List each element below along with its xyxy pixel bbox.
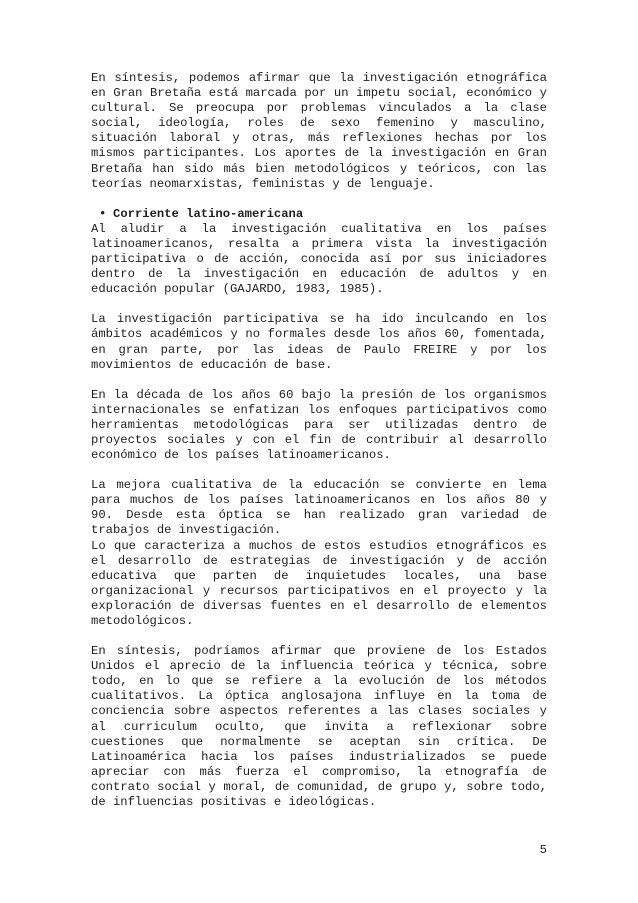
page-number: 5 [539,843,547,857]
paragraph-qualitative-improvement: La mejora cualitativa de la educación se convierte en lema para muchos de los países latinoamericanos en los años 80 y 90. Desde esta óptica se han realizado gran variedad de trabajos de investigación. [91,478,547,538]
paragraph-final-summary: En síntesis, podríamos afirmar que proviene de los Estados Unidos el aprecio de la influencia teórica y técnica, sobre todo, en lo que se refiere a la evolución de los métodos cualitativos. La óptica anglosajona influye en la toma de conciencia sobre aspectos referentes a las clases sociales y al curriculum oculto, que invita a reflexionar sobre cuestiones que normalmente se aceptan sin crítica. De Latinoamérica hacia los países industrializados se puede apreciar con más fuerza el compromiso, la etnografía de contrato social y moral, de comunidad, de grupo y, sobre todo, de influencias positivas e ideológicas. [91,644,547,810]
paragraph-sixties-decade: En la década de los años 60 bajo la presión de los organismos internacionales se enfatizan los enfoques participativos como herramientas metodológicas para ser utilizadas dentro de proyectos sociales y con el fin de contribuir al desarrollo económico de los países latinoamericanos. [91,387,547,463]
section-heading-text: Corriente latino-americana [113,206,304,221]
paragraph-british-summary: En síntesis, podemos afirmar que la investigación etnográfica en Gran Bretaña está marcada por un impetu social, económico y cultural. Se preocupa por problemas vinculados a la clase social, ideología, roles de sexo femenino y masculino, situación laboral y otras, más reflexiones hechas por los mismos participantes. Los aportes de la investigación en Gran Bretaña han sido más bien metodológicos y teóricos, con las teorías neomarxistas, feministas y de lenguaje. [91,71,547,191]
paragraph-academic-scope: La investigación participativa se ha ido inculcando en los ámbitos académicos y no formales desde los años 60, fomentada, en gran parte, por las ideas de Paulo FREIRE y por los movimientos de educación de base. [91,312,547,372]
section-heading-latin-american [91,207,547,222]
paragraph-ethnographic-studies: Lo que caracteriza a muchos de estos estudios etnográficos es el desarrollo de estrategias de investigación y de acción educativa que parten de inquietudes locales, una base organizacional y recursos participativos en el proyecto y la exploración de diversas fuentes en el desarrollo de elementos metodológicos. [91,538,547,628]
bullet-icon: • [99,206,107,221]
paragraph-participative-research: Al aludir a la investigación cualitativa en los países latinoamericanos, resalta a primera vista la investigación participativa o de acción, conocida así por sus iniciadores dentro de la investigación en educación de adultos y en educación popular (GAJARDO, 1983, 1985). [91,221,547,297]
